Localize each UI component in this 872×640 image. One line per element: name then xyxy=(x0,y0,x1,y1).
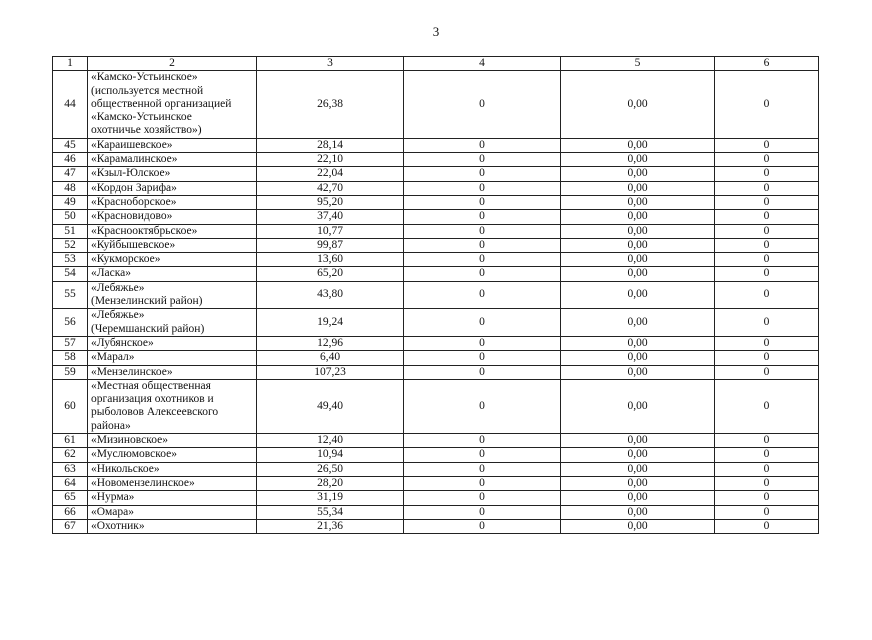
table-row xyxy=(53,505,819,519)
ground-name-line: «Куйбышевское» xyxy=(91,238,176,251)
table-row xyxy=(53,138,819,152)
value-col-4: 0 xyxy=(404,267,561,281)
value-col-5: 0,00 xyxy=(561,238,715,252)
value-col-5: 0,00 xyxy=(561,195,715,209)
value-col-6: 0 xyxy=(715,181,819,195)
value-col-3: 49,40 xyxy=(257,379,404,433)
value-col-5: 0,00 xyxy=(561,224,715,238)
row-number: 61 xyxy=(53,434,88,448)
value-col-5: 0,00 xyxy=(561,462,715,476)
value-col-6: 0 xyxy=(715,309,819,337)
value-col-6: 0 xyxy=(715,448,819,462)
value-col-6: 0 xyxy=(715,267,819,281)
ground-name-line: «Кукморское» xyxy=(91,253,161,266)
table-row xyxy=(53,476,819,490)
value-col-5: 0,00 xyxy=(561,138,715,152)
ground-name xyxy=(88,365,257,379)
table-row xyxy=(53,167,819,181)
ground-name-line: «Нурма» xyxy=(91,491,135,504)
value-col-5: 0,00 xyxy=(561,167,715,181)
ground-name-line: «Краснооктябрьское» xyxy=(91,224,198,237)
value-col-3: 55,34 xyxy=(257,505,404,519)
row-number: 60 xyxy=(53,379,88,433)
value-col-3: 6,40 xyxy=(257,351,404,365)
table-row xyxy=(53,281,819,309)
value-col-3: 12,96 xyxy=(257,336,404,350)
ground-name-line: «Новомензелинское» xyxy=(91,476,195,489)
value-col-6: 0 xyxy=(715,281,819,309)
value-col-6: 0 xyxy=(715,519,819,533)
value-col-3: 22,04 xyxy=(257,167,404,181)
ground-name xyxy=(88,181,257,195)
table-row xyxy=(53,195,819,209)
value-col-3: 26,38 xyxy=(257,71,404,138)
row-number: 50 xyxy=(53,210,88,224)
ground-name-line: (используется местной xyxy=(91,84,204,97)
value-col-4: 0 xyxy=(404,336,561,350)
value-col-6: 0 xyxy=(715,253,819,267)
ground-name-line: «Красноборское» xyxy=(91,195,177,208)
table-row xyxy=(53,238,819,252)
value-col-5: 0,00 xyxy=(561,519,715,533)
value-col-4: 0 xyxy=(404,195,561,209)
row-number: 64 xyxy=(53,476,88,490)
ground-name xyxy=(88,167,257,181)
value-col-3: 31,19 xyxy=(257,491,404,505)
ground-name xyxy=(88,195,257,209)
row-number: 48 xyxy=(53,181,88,195)
header-cell-3: 3 xyxy=(257,57,404,71)
ground-name xyxy=(88,267,257,281)
ground-name-line: «Камско-Устьинское xyxy=(91,111,192,124)
value-col-4: 0 xyxy=(404,365,561,379)
value-col-4: 0 xyxy=(404,71,561,138)
hunting-grounds-table xyxy=(52,56,819,534)
ground-name-line: «Караишевское» xyxy=(91,138,173,151)
ground-name-line: «Ласка» xyxy=(91,267,132,280)
table-row xyxy=(53,181,819,195)
ground-name xyxy=(88,448,257,462)
value-col-6: 0 xyxy=(715,71,819,138)
row-number: 62 xyxy=(53,448,88,462)
ground-name xyxy=(88,491,257,505)
table-row xyxy=(53,71,819,138)
ground-name-line: «Карамалинское» xyxy=(91,153,178,166)
value-col-4: 0 xyxy=(404,448,561,462)
row-number: 49 xyxy=(53,195,88,209)
value-col-6: 0 xyxy=(715,379,819,433)
ground-name xyxy=(88,253,257,267)
value-col-3: 99,87 xyxy=(257,238,404,252)
value-col-4: 0 xyxy=(404,181,561,195)
ground-name xyxy=(88,71,257,138)
value-col-4: 0 xyxy=(404,351,561,365)
table-row xyxy=(53,434,819,448)
row-number: 45 xyxy=(53,138,88,152)
ground-name xyxy=(88,505,257,519)
ground-name-line: «Муслюмовское» xyxy=(91,448,177,461)
value-col-3: 95,20 xyxy=(257,195,404,209)
ground-name-line: «Марал» xyxy=(91,351,135,364)
table-row xyxy=(53,379,819,433)
value-col-6: 0 xyxy=(715,434,819,448)
value-col-3: 37,40 xyxy=(257,210,404,224)
ground-name xyxy=(88,379,257,433)
table-row xyxy=(53,253,819,267)
ground-name xyxy=(88,476,257,490)
value-col-6: 0 xyxy=(715,336,819,350)
value-col-5: 0,00 xyxy=(561,153,715,167)
value-col-3: 26,50 xyxy=(257,462,404,476)
row-number: 44 xyxy=(53,71,88,138)
row-number: 66 xyxy=(53,505,88,519)
value-col-6: 0 xyxy=(715,153,819,167)
row-number: 56 xyxy=(53,309,88,337)
ground-name xyxy=(88,519,257,533)
value-col-3: 42,70 xyxy=(257,181,404,195)
value-col-3: 10,77 xyxy=(257,224,404,238)
value-col-6: 0 xyxy=(715,195,819,209)
ground-name xyxy=(88,309,257,337)
row-number: 53 xyxy=(53,253,88,267)
table-row xyxy=(53,351,819,365)
table-row xyxy=(53,365,819,379)
value-col-6: 0 xyxy=(715,167,819,181)
ground-name-line: охотничье хозяйство») xyxy=(91,124,202,137)
ground-name xyxy=(88,336,257,350)
table-row xyxy=(53,224,819,238)
ground-name-line: района» xyxy=(91,419,131,432)
ground-name xyxy=(88,238,257,252)
table-row xyxy=(53,448,819,462)
value-col-6: 0 xyxy=(715,365,819,379)
row-number: 47 xyxy=(53,167,88,181)
value-col-4: 0 xyxy=(404,253,561,267)
row-number: 57 xyxy=(53,336,88,350)
table-header-row xyxy=(53,57,819,71)
value-col-3: 107,23 xyxy=(257,365,404,379)
value-col-4: 0 xyxy=(404,210,561,224)
value-col-3: 10,94 xyxy=(257,448,404,462)
value-col-4: 0 xyxy=(404,476,561,490)
table-row xyxy=(53,153,819,167)
value-col-3: 28,20 xyxy=(257,476,404,490)
page-number: 3 xyxy=(432,24,440,39)
ground-name-line: (Мензелинский район) xyxy=(91,295,203,308)
value-col-6: 0 xyxy=(715,351,819,365)
ground-name-line: «Лубянское» xyxy=(91,336,154,349)
table-row xyxy=(53,462,819,476)
ground-name-line: «Мензелинское» xyxy=(91,365,173,378)
row-number: 65 xyxy=(53,491,88,505)
ground-name xyxy=(88,224,257,238)
value-col-5: 0,00 xyxy=(561,309,715,337)
value-col-6: 0 xyxy=(715,462,819,476)
value-col-4: 0 xyxy=(404,434,561,448)
value-col-4: 0 xyxy=(404,281,561,309)
value-col-5: 0,00 xyxy=(561,491,715,505)
ground-name-line: «Охотник» xyxy=(91,519,145,532)
value-col-6: 0 xyxy=(715,138,819,152)
row-number: 59 xyxy=(53,365,88,379)
value-col-3: 19,24 xyxy=(257,309,404,337)
ground-name-line: общественной организацией xyxy=(91,97,232,110)
ground-name-line: «Лебяжье» xyxy=(91,281,145,294)
value-col-3: 22,10 xyxy=(257,153,404,167)
value-col-5: 0,00 xyxy=(561,253,715,267)
value-col-4: 0 xyxy=(404,309,561,337)
value-col-4: 0 xyxy=(404,238,561,252)
table-row xyxy=(53,309,819,337)
value-col-4: 0 xyxy=(404,153,561,167)
value-col-5: 0,00 xyxy=(561,71,715,138)
value-col-6: 0 xyxy=(715,224,819,238)
row-number: 46 xyxy=(53,153,88,167)
header-cell-4: 4 xyxy=(404,57,561,71)
value-col-5: 0,00 xyxy=(561,210,715,224)
value-col-3: 12,40 xyxy=(257,434,404,448)
row-number: 63 xyxy=(53,462,88,476)
value-col-3: 13,60 xyxy=(257,253,404,267)
ground-name-line: «Кордон Зарифа» xyxy=(91,181,177,194)
value-col-5: 0,00 xyxy=(561,505,715,519)
value-col-4: 0 xyxy=(404,462,561,476)
table-row xyxy=(53,267,819,281)
table-row xyxy=(53,491,819,505)
ground-name xyxy=(88,281,257,309)
ground-name-line: «Камско-Устьинское» xyxy=(91,71,198,84)
value-col-5: 0,00 xyxy=(561,181,715,195)
ground-name-line: организация охотников и xyxy=(91,393,214,406)
value-col-4: 0 xyxy=(404,167,561,181)
value-col-5: 0,00 xyxy=(561,476,715,490)
row-number: 55 xyxy=(53,281,88,309)
value-col-5: 0,00 xyxy=(561,336,715,350)
table-row xyxy=(53,336,819,350)
row-number: 58 xyxy=(53,351,88,365)
header-cell-2: 2 xyxy=(88,57,257,71)
value-col-4: 0 xyxy=(404,505,561,519)
ground-name xyxy=(88,434,257,448)
value-col-5: 0,00 xyxy=(561,448,715,462)
value-col-5: 0,00 xyxy=(561,379,715,433)
ground-name xyxy=(88,210,257,224)
value-col-5: 0,00 xyxy=(561,351,715,365)
ground-name-line: рыболовов Алексеевского xyxy=(91,406,219,419)
ground-name-line: «Местная общественная xyxy=(91,379,211,392)
ground-name-line: «Омара» xyxy=(91,505,134,518)
ground-name xyxy=(88,351,257,365)
value-col-4: 0 xyxy=(404,138,561,152)
ground-name-line: «Кзыл-Юлское» xyxy=(91,167,171,180)
table-row xyxy=(53,210,819,224)
ground-name-line: «Никольское» xyxy=(91,462,160,475)
value-col-3: 65,20 xyxy=(257,267,404,281)
value-col-5: 0,00 xyxy=(561,434,715,448)
value-col-3: 43,80 xyxy=(257,281,404,309)
row-number: 51 xyxy=(53,224,88,238)
value-col-6: 0 xyxy=(715,505,819,519)
value-col-6: 0 xyxy=(715,476,819,490)
value-col-4: 0 xyxy=(404,519,561,533)
ground-name-line: (Черемшанский район) xyxy=(91,322,205,335)
ground-name xyxy=(88,153,257,167)
ground-name xyxy=(88,462,257,476)
value-col-6: 0 xyxy=(715,210,819,224)
value-col-5: 0,00 xyxy=(561,267,715,281)
table-row xyxy=(53,519,819,533)
table-body xyxy=(53,57,819,534)
value-col-3: 28,14 xyxy=(257,138,404,152)
ground-name-line: «Мизиновское» xyxy=(91,434,168,447)
value-col-6: 0 xyxy=(715,238,819,252)
value-col-3: 21,36 xyxy=(257,519,404,533)
value-col-4: 0 xyxy=(404,379,561,433)
value-col-6: 0 xyxy=(715,491,819,505)
ground-name-line: «Лебяжье» xyxy=(91,309,145,322)
ground-name xyxy=(88,138,257,152)
header-cell-5: 5 xyxy=(561,57,715,71)
value-col-4: 0 xyxy=(404,224,561,238)
row-number: 54 xyxy=(53,267,88,281)
value-col-4: 0 xyxy=(404,491,561,505)
ground-name-line: «Красновидово» xyxy=(91,210,173,223)
header-cell-1: 1 xyxy=(53,57,88,71)
value-col-5: 0,00 xyxy=(561,281,715,309)
header-cell-6: 6 xyxy=(715,57,819,71)
row-number: 52 xyxy=(53,238,88,252)
value-col-5: 0,00 xyxy=(561,365,715,379)
row-number: 67 xyxy=(53,519,88,533)
